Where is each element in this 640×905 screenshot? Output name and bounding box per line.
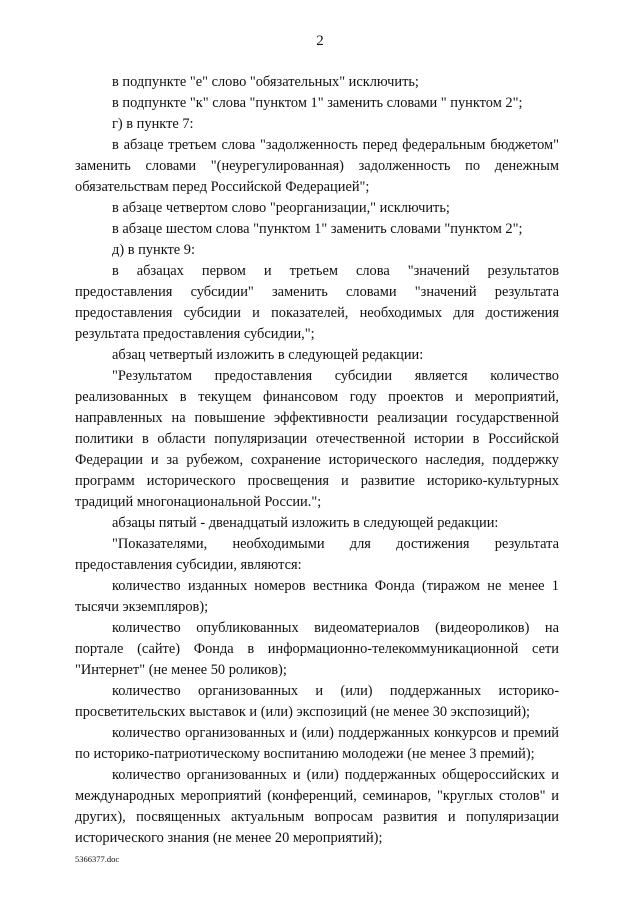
paragraph: количество организованных и (или) поддержанных конкурсов и премий по историко-патриотическому воспитанию молодежи (не менее 3 премий); <box>75 725 559 762</box>
footer-file-code: 5366377.doc <box>75 854 120 864</box>
paragraph: "Показателями, необходимыми для достижения результата предоставления субсидии, являются: <box>75 536 559 573</box>
paragraph: в подпункте "к" слова "пунктом 1" заменить словами " пунктом 2"; <box>112 95 523 111</box>
paragraph: в абзаце третьем слова "задолженность перед федеральным бюджетом" заменить словами "(неурегулированная) задолженность по денежным обязательствам перед Российской Федерацией"; <box>75 137 559 195</box>
document-body <box>75 72 559 849</box>
paragraph: абзацы пятый - двенадцатый изложить в следующей редакции: <box>112 515 499 531</box>
paragraph: г) в пункте 7: <box>112 116 194 132</box>
paragraph: д) в пункте 9: <box>112 242 195 258</box>
paragraph: количество опубликованных видеоматериалов (видеороликов) на портале (сайте) Фонда в информационно-телекоммуникационной сети "Интернет" (не менее 50 роликов); <box>75 620 559 678</box>
page-number: 2 <box>316 33 324 49</box>
paragraph: количество организованных и (или) поддержанных общероссийских и международных мероприятий (конференций, семинаров, "круглых столов" и других), посвященных актуальным вопросам развития и популяризации исторического знания (не менее 20 мероприятий); <box>75 767 559 846</box>
paragraph: в абзаце шестом слова "пунктом 1" заменить словами "пунктом 2"; <box>112 221 523 237</box>
paragraph: количество изданных номеров вестника Фонда (тиражом не менее 1 тысячи экземпляров); <box>75 578 559 615</box>
paragraph: в абзацах первом и третьем слова "значений результатов предоставления субсидии" заменить словами "значений результата предоставления субсидии и показателей, необходимых для достижения результата предоставления субсидии,"; <box>75 263 559 342</box>
paragraph: абзац четвертый изложить в следующей редакции: <box>112 347 424 363</box>
paragraph: "Результатом предоставления субсидии является количество реализованных в текущем финансовом году проектов и мероприятий, направленных на повышение эффективности реализации государственной политики в области популяризации отечественной истории в Российской Федерации и за рубежом, сохранение исторического наследия, поддержку программ исторического просвещения и развитие историко-культурных традиций многонациональной России."; <box>75 368 559 510</box>
paragraph: в подпункте "е" слово "обязательных" исключить; <box>112 74 419 90</box>
paragraph: в абзаце четвертом слово "реорганизации," исключить; <box>112 200 450 216</box>
paragraph: количество организованных и (или) поддержанных историко-просветительских выставок и (или) экспозиций (не менее 30 экспозиций); <box>75 683 559 720</box>
